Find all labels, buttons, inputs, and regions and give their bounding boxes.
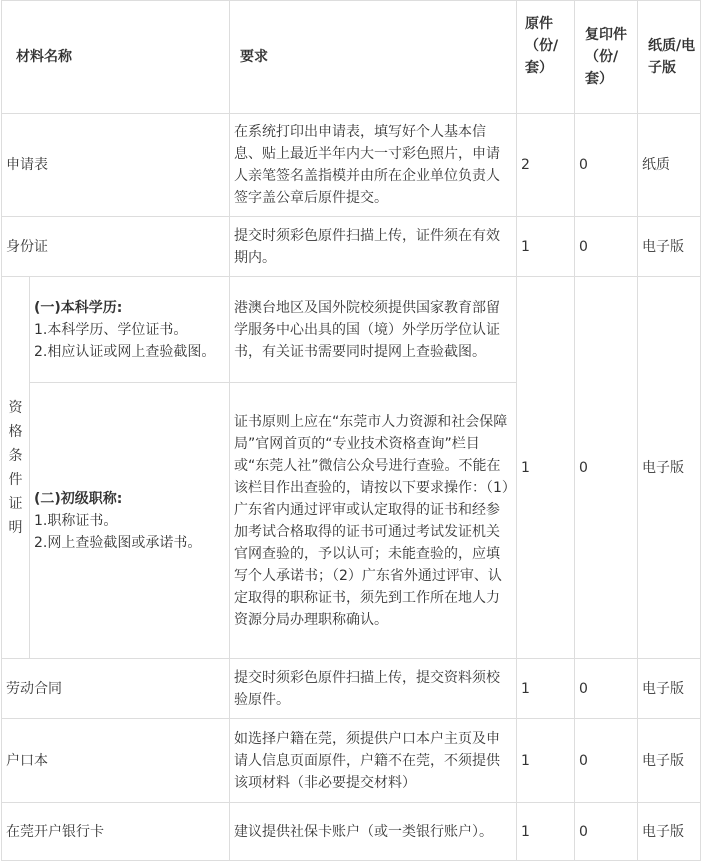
row-requirement: 提交时须彩色原件扫描上传，证件须在有效期内。: [230, 217, 517, 277]
row-original-count: 1: [517, 217, 575, 277]
qualification-group-text: 资格条件证明: [8, 399, 23, 536]
row-copy-count: 0: [575, 719, 638, 803]
row-requirement: 如选择户籍在莞，须提供户口本户主页及申请人信息页面原件，户籍不在莞，不须提供该项材料（非必要提交材料）: [230, 719, 517, 803]
row-copy-count: 0: [575, 277, 638, 659]
sub-item-line: 1.本科学历、学位证书。: [34, 321, 188, 338]
table-row: [2, 277, 701, 383]
row-name: 劳动合同: [2, 659, 230, 719]
row-name: 在莞开户银行卡: [2, 803, 230, 861]
row-requirement: 证书原则上应在“东莞市人力资源和社会保障局”官网首页的“专业技术资格查询”栏目或“东莞人社”微信公众号进行查验。不能在该栏目作出查验的，请按以下要求操作：（1）广东省内通过评审或认定取得的证书和经参加考试合格取得的证书可通过考试发证机关官网查验的，予以认可；未能查验的，应填写个人承诺书；（2）广东省外通过评审、认定取得的职称证书，须先到工作所在地人力资源分局办理职称确认。: [230, 383, 517, 659]
row-format: 纸质: [638, 114, 701, 217]
row-original-count: 1: [517, 803, 575, 861]
row-format: 电子版: [638, 659, 701, 719]
sub-item-bachelor: [30, 277, 230, 383]
row-requirement: 在系统打印出申请表，填写好个人基本信息、贴上最近半年内大一寸彩色照片，申请人亲笔签名盖指模并由所在企业单位负责人签字盖公章后原件提交。: [230, 114, 517, 217]
row-format: 电子版: [638, 719, 701, 803]
header-requirement: 要求: [230, 1, 517, 114]
table-row: [2, 114, 701, 217]
row-requirement: 提交时须彩色原件扫描上传，提交资料须校验原件。: [230, 659, 517, 719]
table-row: [2, 217, 701, 277]
sub-item-title: (二)初级职称:: [34, 490, 123, 507]
row-original-count: 1: [517, 719, 575, 803]
materials-table: [1, 0, 701, 861]
table-row: [2, 719, 701, 803]
row-format: 电子版: [638, 217, 701, 277]
row-copy-count: 0: [575, 217, 638, 277]
table-row: [2, 803, 701, 861]
sub-item-line: 2.相应认证或网上查验截图。: [34, 343, 216, 360]
row-original-count: 2: [517, 114, 575, 217]
row-format: 电子版: [638, 277, 701, 659]
row-copy-count: 0: [575, 803, 638, 861]
table-row: [2, 659, 701, 719]
header-material-name: 材料名称: [2, 1, 230, 114]
row-copy-count: 0: [575, 659, 638, 719]
header-format: 纸质/电子版: [638, 1, 701, 114]
sub-item-junior-title: [30, 383, 230, 659]
row-name: 申请表: [2, 114, 230, 217]
row-requirement: 港澳台地区及国外院校须提供国家教育部留学服务中心出具的国（境）外学历学位认证书，有关证书需要同时提网上查验截图。: [230, 277, 517, 383]
header-copy-count: 复印件（份/套）: [575, 1, 638, 114]
qualification-group-label: [2, 277, 30, 659]
sub-item-title: (一)本科学历:: [34, 299, 123, 316]
row-format: 电子版: [638, 803, 701, 861]
row-original-count: 1: [517, 277, 575, 659]
row-name: 户口本: [2, 719, 230, 803]
header-original-count: 原件（份/套）: [517, 1, 575, 114]
row-copy-count: 0: [575, 114, 638, 217]
row-name: 身份证: [2, 217, 230, 277]
row-original-count: 1: [517, 659, 575, 719]
header-row: [2, 1, 701, 114]
row-requirement: 建议提供社保卡账户（或一类银行账户）。: [230, 803, 517, 861]
sub-item-line: 1.职称证书。: [34, 512, 118, 529]
sub-item-line: 2.网上查验截图或承诺书。: [34, 534, 202, 551]
